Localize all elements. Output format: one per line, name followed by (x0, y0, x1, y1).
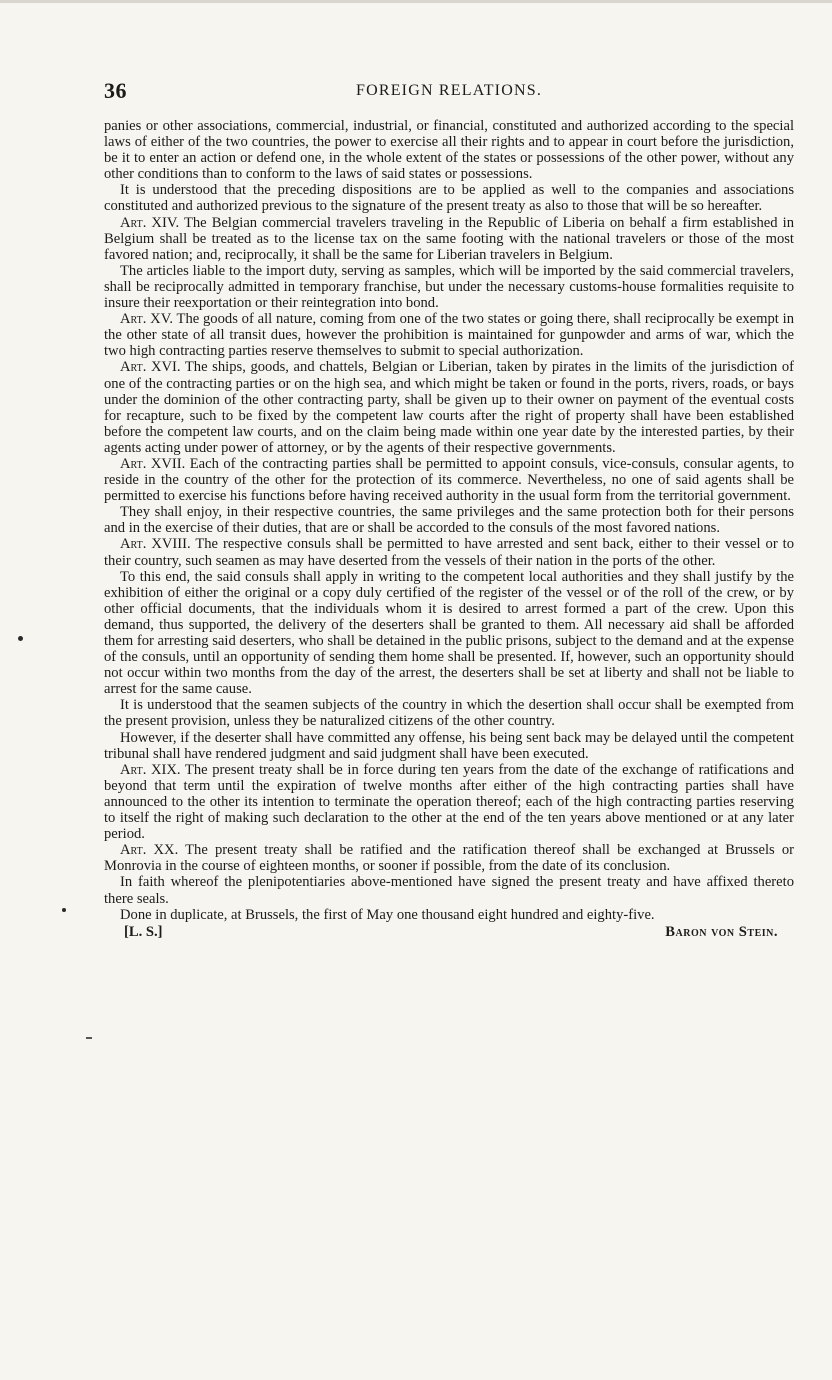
paragraph-text: The present treaty shall be in force during ten years from the date of the exchange of ratifications and beyond that term until the expiration of twelve months after either of the high contracting parties shall have announced to the other its intention to terminate the operation thereof; each of the high contracting parties reserving to itself the right of making such declaration to the other at the end of the ten years above mentioned or at any later period. (104, 761, 794, 843)
paragraph-text: However, if the deserter shall have committed any offense, his being sent back may be delayed until the competent tribunal shall have rendered judgment and said judgment shall have been executed. (104, 729, 794, 762)
paragraph (104, 762, 794, 842)
paragraph-text: The Belgian commercial travelers traveling in the Republic of Liberia on behalf a firm established in Belgium shall be treated as to the license tax on the same footing with the national travelers or those of the most favored nation; and, reciprocally, it shall be the same for Liberian travelers in Belgium. (104, 214, 794, 263)
paragraph-text: They shall enjoy, in their respective countries, the same privileges and the same protection both for their persons and in the exercise of their duties, that are or shall be accorded to the consuls of the most favored nations. (104, 504, 794, 537)
paragraph-text: It is understood that the seamen subjects of the country in which the desertion shall occur shall be exempted from the present provision, unless they be naturalized citizens of the other country. (104, 697, 794, 730)
paragraph (104, 536, 794, 568)
paragraph-text: The present treaty shall be ratified and the ratification thereof shall be exchanged at Brussels or Monrovia in the course of eighteen months, or sooner if possible, from the date of its conclusion. (104, 842, 794, 875)
article-label: Art. XVIII. (120, 536, 191, 553)
paragraph (104, 907, 794, 923)
paragraph (104, 730, 794, 762)
paragraph-text: In faith whereof the plenipotentiaries above-mentioned have signed the present treaty and have affixed thereto there seals. (104, 874, 794, 907)
paragraph (104, 697, 794, 729)
article-label: Art. XIV. (120, 214, 180, 231)
paragraph-text: panies or other associations, commercial, industrial, or financial, constituted and authorized according to the special laws of either of the two countries, the power to exercise all their rights and to appear in court before the jurisdiction, be it to enter an action or defend one, in the whole extent of the states or possessions of the other power, without any other conditions than to conform to the laws of said states or possessions. (104, 118, 794, 183)
paragraph (104, 504, 794, 536)
paragraph-text: The ships, goods, and chattels, Belgian or Liberian, taken by pirates in the limits of the jurisdiction of one of the contracting parties or on the high sea, and which might be taken or found in the ports, rivers, roads, or bays under the dominion of the other contracting party, shall be given up to their owner on payment of the eventual costs for recapture, such to be fixed by the competent law courts after the right of property shall have been established before the competent law courts, and on the claim being made within one year date by the interested parties, by their agents acting under power of attorney, or by the agents of their respective governments. (104, 359, 794, 456)
article-label: Art. XIX. (120, 761, 181, 778)
margin-mark (86, 1037, 92, 1039)
paragraph (104, 842, 794, 874)
paragraph (104, 263, 794, 311)
page-number: 36 (104, 78, 127, 103)
page-header (104, 72, 794, 106)
paragraph-text: Each of the contracting parties shall be permitted to appoint consuls, vice-consuls, consular agents, to reside in the country of the other for the protection of its commerce. Nevertheless, no one of said agents shall be permitted to exercise his functions before having received authority in the usual form from the territorial government. (104, 455, 794, 505)
treaty-text (104, 118, 794, 923)
article-label: Art. XVII. (120, 455, 186, 472)
paragraph (104, 569, 794, 698)
paragraph-text: To this end, the said consuls shall apply in writing to the competent local authorities and they shall justify by the exhibition of either the original or a copy duly certified of the register of the vessel or of the roll of the crew, or by other official documents, that the individuals whom it is desired to arrest formed a part of the crew. Upon this demand, thus supported, the delivery of the deserters shall be granted to them. All necessary aid shall be afforded them for arresting said deserters, who shall be detained in the public prisons, subject to the demand and at the expense of the consuls, until an opportunity of sending them home shall be presented. If, however, such an opportunity should not occur within two months from the day of the arrest, the deserters shall be set at liberty and shall not be liable to arrest for the same cause. (104, 568, 794, 698)
paragraph (104, 874, 794, 906)
paragraph-text: Done in duplicate, at Brussels, the first of May one thousand eight hundred and eighty-five. (120, 906, 655, 923)
paragraph-text: The goods of all nature, coming from one of the two states or going there, shall reciprocally be exempt in the other state of all transit dues, however the prohibition is maintained for gunpowder and arms of war, which the two high contracting parties reserve themselves to submit to special authorization. (104, 311, 794, 360)
page-edge-rule (0, 0, 832, 3)
article-label: Art. XV. (120, 311, 173, 328)
paragraph (104, 359, 794, 456)
paragraph (104, 215, 794, 263)
paragraph-text: The respective consuls shall be permitted to have arrested and sent back, either to their vessel or to their country, such seamen as may have deserted from the vessels of their nation in the ports of the other. (104, 536, 794, 569)
paragraph (104, 118, 794, 182)
running-head: FOREIGN RELATIONS. (355, 82, 543, 99)
paragraph (104, 311, 794, 359)
margin-mark (62, 908, 66, 912)
margin-mark (18, 636, 23, 641)
article-label: Art. XVI. (120, 359, 181, 376)
paragraph (104, 182, 794, 214)
signatory-name: Baron von Stein. (665, 923, 778, 940)
seal-mark: [L. S.] (124, 923, 163, 940)
paragraph-text: The articles liable to the import duty, serving as samples, which will be imported by the said commercial travelers, shall be reciprocally admitted in temporary franchise, but under the necessary customs-house formalities requisite to insure their reexportation or their reintegration into bond. (104, 262, 794, 312)
paragraph-text: It is understood that the preceding dispositions are to be applied as well to the companies and associations constituted and authorized previous to the signature of the present treaty as also to those that will be so hereafter. (104, 182, 794, 215)
document-page (104, 72, 794, 946)
signature-block (104, 924, 794, 946)
paragraph (104, 456, 794, 504)
article-label: Art. XX. (120, 842, 179, 859)
